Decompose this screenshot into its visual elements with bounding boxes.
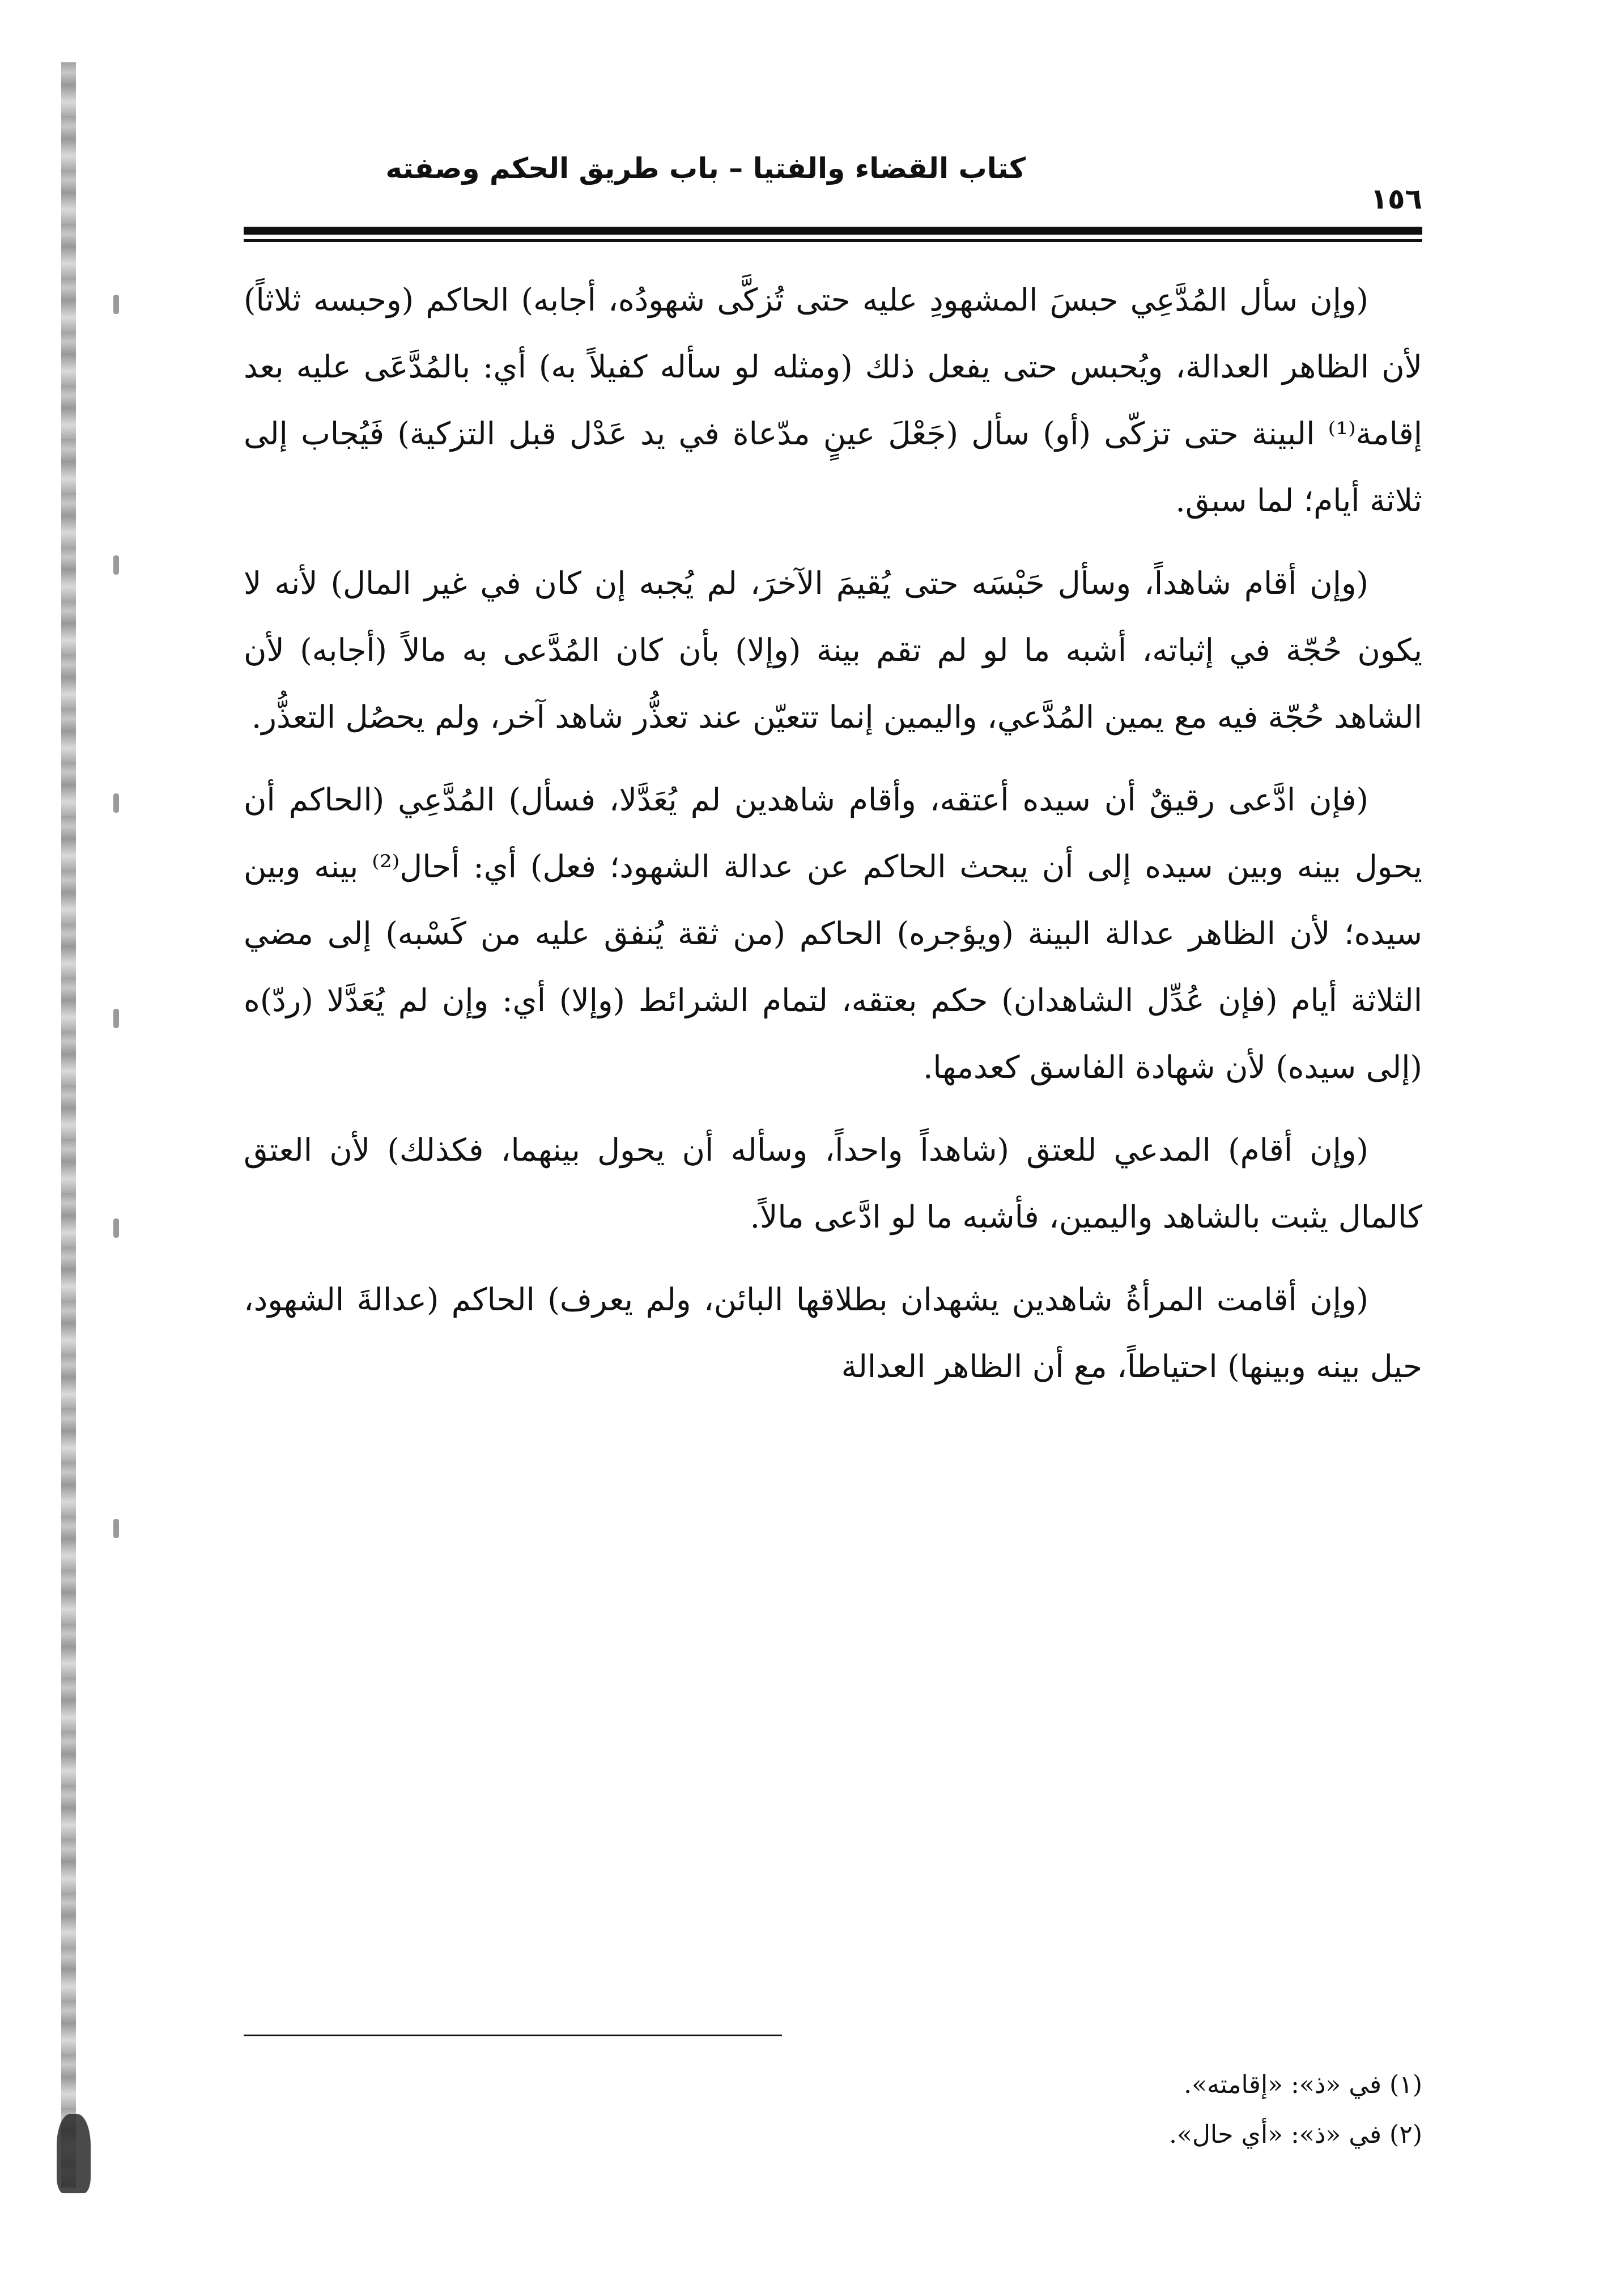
paragraph: (وإن سأل المُدَّعِي حبسَ المشهودِ عليه حتى تُزكَّى شهودُه، أجابه) الحاكم (وحبسه ثلاثاً) لأن الظاهر العدالة، ويُحبس حتى يفعل ذلك (ومثله لو سأله كفيلاً به) أي: بالمُدَّعَى عليه بعد إقامة⁽¹⁾ البينة حتى تزكّى (أو) سأل (جَعْلَ عينٍ مدّعاة في يد عَدْل قبل التزكية) فَيُجاب إلى ثلاثة أيام؛ لما سبق. [244, 282, 1422, 519]
page-number: ١٥٦ [1370, 182, 1422, 215]
paragraph: (وإن أقامت المرأةُ شاهدين يشهدان بطلاقها البائن، ولم يعرف) الحاكم (عدالةَ الشهود، حيل بينه وبينها) احتياطاً، مع أن الظاهر العدالة [244, 1281, 1422, 1385]
page-header [244, 142, 1422, 215]
footnote-item: (١) في «ذ»: «إقامته». [1184, 2070, 1422, 2099]
header-rule-thick [244, 227, 1422, 235]
binding-mark [113, 1519, 119, 1538]
binding-blot [57, 2114, 91, 2193]
header-rule-thin [244, 239, 1422, 242]
binding-mark [113, 555, 119, 575]
binding-shadow [61, 62, 76, 2188]
binding-mark [113, 1218, 119, 1238]
footnote-item: (٢) في «ذ»: «أي حال». [1169, 2120, 1422, 2149]
paragraph: (وإن أقام) المدعي للعتق (شاهداً واحداً، وسأله أن يحول بينهما، فكذلك) لأن العتق كالمال يثبت بالشاهد واليمين، فأشبه ما لو ادَّعى مالاً. [244, 1132, 1422, 1235]
footnote-separator [244, 2035, 782, 2036]
main-text [244, 266, 1422, 1400]
binding-mark [113, 793, 119, 813]
paragraph: (وإن أقام شاهداً، وسأل حَبْسَه حتى يُقيمَ الآخرَ، لم يُجبه إن كان في غير المال) لأنه لا يكون حُجّة في إثباته، أشبه ما لو لم تقم بينة (وإلا) بأن كان المُدَّعى به مالاً (أجابه) لأن الشاهد حُجّة فيه مع يمين المُدَّعي، واليمين إنما تتعيّن عند تعذُّر شاهد آخر، ولم يحصُل التعذُّر. [244, 565, 1423, 735]
running-header-title: كتاب القضاء والفتيا – باب طريق الحكم وصفته [385, 152, 1026, 185]
paragraph: (فإن ادَّعى رقيقٌ أن سيده أعتقه، وأقام شاهدين لم يُعَدَّلا، فسأل) المُدَّعِي (الحاكم أن يحول بينه وبين سيده إلى أن يبحث الحاكم عن عدالة الشهود؛ فعل) أي: أحال⁽²⁾ بينه وبين سيده؛ لأن الظاهر عدالة البينة (ويؤجره) الحاكم (من ثقة يُنفق عليه من كَسْبه) إلى مضي الثلاثة أيام (فإن عُدِّل الشاهدان) حكم بعتقه، لتمام الشرائط (وإلا) أي: وإن لم يُعَدَّلا (ردّ)ه (إلى سيده) لأن شهادة الفاسق كعدمها. [244, 782, 1422, 1085]
footnotes [244, 2060, 1422, 2160]
binding-mark [113, 295, 119, 314]
binding-mark [113, 1009, 119, 1028]
book-page [244, 142, 1423, 2149]
